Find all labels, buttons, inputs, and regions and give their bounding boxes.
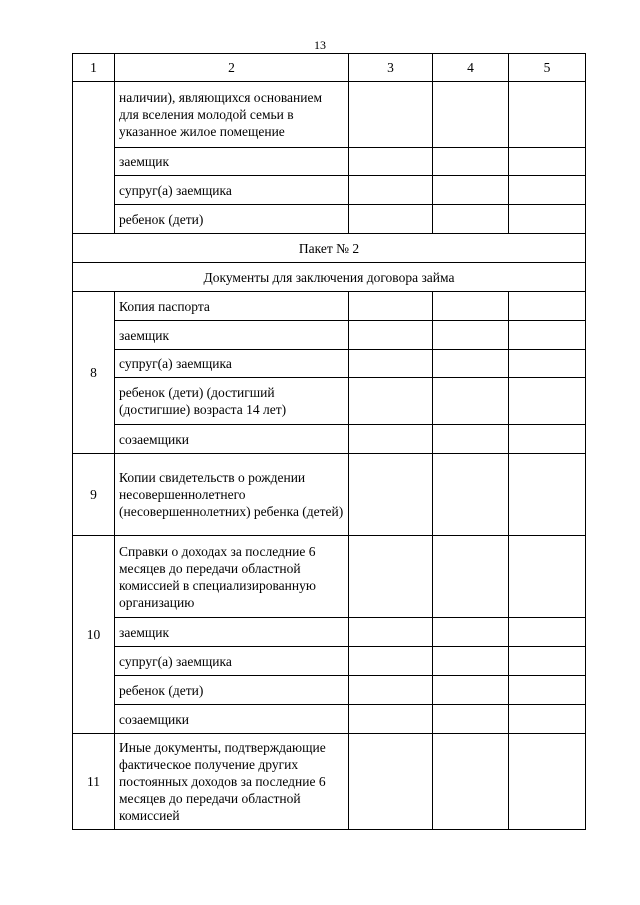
- row-number-cell: [73, 82, 115, 234]
- page-number: 13: [314, 38, 326, 52]
- empty-cell: [349, 454, 433, 536]
- empty-cell: [509, 350, 586, 378]
- empty-cell: [349, 536, 433, 618]
- table-row: [73, 425, 586, 454]
- table-header-row: [73, 54, 586, 82]
- table-row: [73, 705, 586, 734]
- empty-cell: [433, 536, 509, 618]
- column-header-4: 4: [433, 54, 509, 82]
- empty-cell: [349, 176, 433, 205]
- empty-cell: [509, 292, 586, 321]
- empty-cell: [349, 676, 433, 705]
- row-text-cell: заемщик: [115, 618, 349, 647]
- table-row: [73, 734, 586, 830]
- empty-cell: [433, 425, 509, 454]
- empty-cell: [509, 378, 586, 425]
- empty-cell: [509, 676, 586, 705]
- column-header-3: 3: [349, 54, 433, 82]
- row-text-cell: супруг(а) заемщика: [115, 176, 349, 205]
- row-text-cell: созаемщики: [115, 705, 349, 734]
- empty-cell: [433, 205, 509, 234]
- empty-cell: [349, 378, 433, 425]
- empty-cell: [433, 321, 509, 350]
- empty-cell: [433, 618, 509, 647]
- empty-cell: [509, 148, 586, 176]
- table-row: [73, 676, 586, 705]
- empty-cell: [349, 705, 433, 734]
- row-text-cell: наличии), являющихся основанием для вселения молодой семьи в указанное жилое помещение: [115, 82, 349, 148]
- row-text-cell: заемщик: [115, 321, 349, 350]
- column-header-5: 5: [509, 54, 586, 82]
- table-row: [73, 82, 586, 148]
- empty-cell: [349, 321, 433, 350]
- empty-cell: [349, 205, 433, 234]
- table-row: [73, 292, 586, 321]
- empty-cell: [433, 378, 509, 425]
- table-row: [73, 454, 586, 536]
- table-row: [73, 176, 586, 205]
- empty-cell: [433, 292, 509, 321]
- row-text-cell: супруг(а) заемщика: [115, 350, 349, 378]
- empty-cell: [433, 350, 509, 378]
- table-row: [73, 536, 586, 618]
- empty-cell: [433, 454, 509, 536]
- row-text-cell: заемщик: [115, 148, 349, 176]
- package-subtitle: Документы для заключения договора займа: [73, 263, 586, 292]
- empty-cell: [349, 618, 433, 647]
- empty-cell: [509, 425, 586, 454]
- row-text-cell: созаемщики: [115, 425, 349, 454]
- row-text-cell: Копия паспорта: [115, 292, 349, 321]
- row-text-cell: ребенок (дети): [115, 676, 349, 705]
- column-header-1: 1: [73, 54, 115, 82]
- empty-cell: [509, 176, 586, 205]
- row-text-cell: ребенок (дети): [115, 205, 349, 234]
- empty-cell: [433, 176, 509, 205]
- empty-cell: [509, 321, 586, 350]
- package-title: Пакет № 2: [73, 234, 586, 263]
- empty-cell: [349, 734, 433, 830]
- row-number-cell: 10: [73, 536, 115, 734]
- empty-cell: [433, 676, 509, 705]
- empty-cell: [349, 425, 433, 454]
- table-row: [73, 321, 586, 350]
- table-row: [73, 618, 586, 647]
- table-row: [73, 647, 586, 676]
- empty-cell: [433, 647, 509, 676]
- empty-cell: [349, 647, 433, 676]
- row-text-cell: Копии свидетельств о рождении несовершеннолетнего (несовершеннолетних) ребенка (детей): [115, 454, 349, 536]
- empty-cell: [433, 148, 509, 176]
- table-row: [73, 148, 586, 176]
- empty-cell: [349, 292, 433, 321]
- row-number-cell: 11: [73, 734, 115, 830]
- empty-cell: [433, 705, 509, 734]
- row-text-cell: Иные документы, подтверждающие фактическое получение других постоянных доходов за последние 6 месяцев до передачи областной комиссией: [115, 734, 349, 830]
- row-number-cell: 8: [73, 292, 115, 454]
- package-title-row: [73, 234, 586, 263]
- empty-cell: [509, 734, 586, 830]
- row-text-cell: супруг(а) заемщика: [115, 647, 349, 676]
- row-number-cell: 9: [73, 454, 115, 536]
- empty-cell: [509, 82, 586, 148]
- row-text-cell: Справки о доходах за последние 6 месяцев до передачи областной комиссией в специализированную организацию: [115, 536, 349, 618]
- empty-cell: [349, 350, 433, 378]
- empty-cell: [349, 148, 433, 176]
- empty-cell: [509, 454, 586, 536]
- row-text-cell: ребенок (дети) (достигший (достигшие) возраста 14 лет): [115, 378, 349, 425]
- empty-cell: [509, 705, 586, 734]
- documents-table: [72, 53, 586, 830]
- empty-cell: [509, 647, 586, 676]
- empty-cell: [509, 618, 586, 647]
- empty-cell: [509, 205, 586, 234]
- table-row: [73, 205, 586, 234]
- empty-cell: [433, 734, 509, 830]
- empty-cell: [433, 82, 509, 148]
- empty-cell: [509, 536, 586, 618]
- empty-cell: [349, 82, 433, 148]
- package-subtitle-row: [73, 263, 586, 292]
- table-row: [73, 350, 586, 378]
- column-header-2: 2: [115, 54, 349, 82]
- table-row: [73, 378, 586, 425]
